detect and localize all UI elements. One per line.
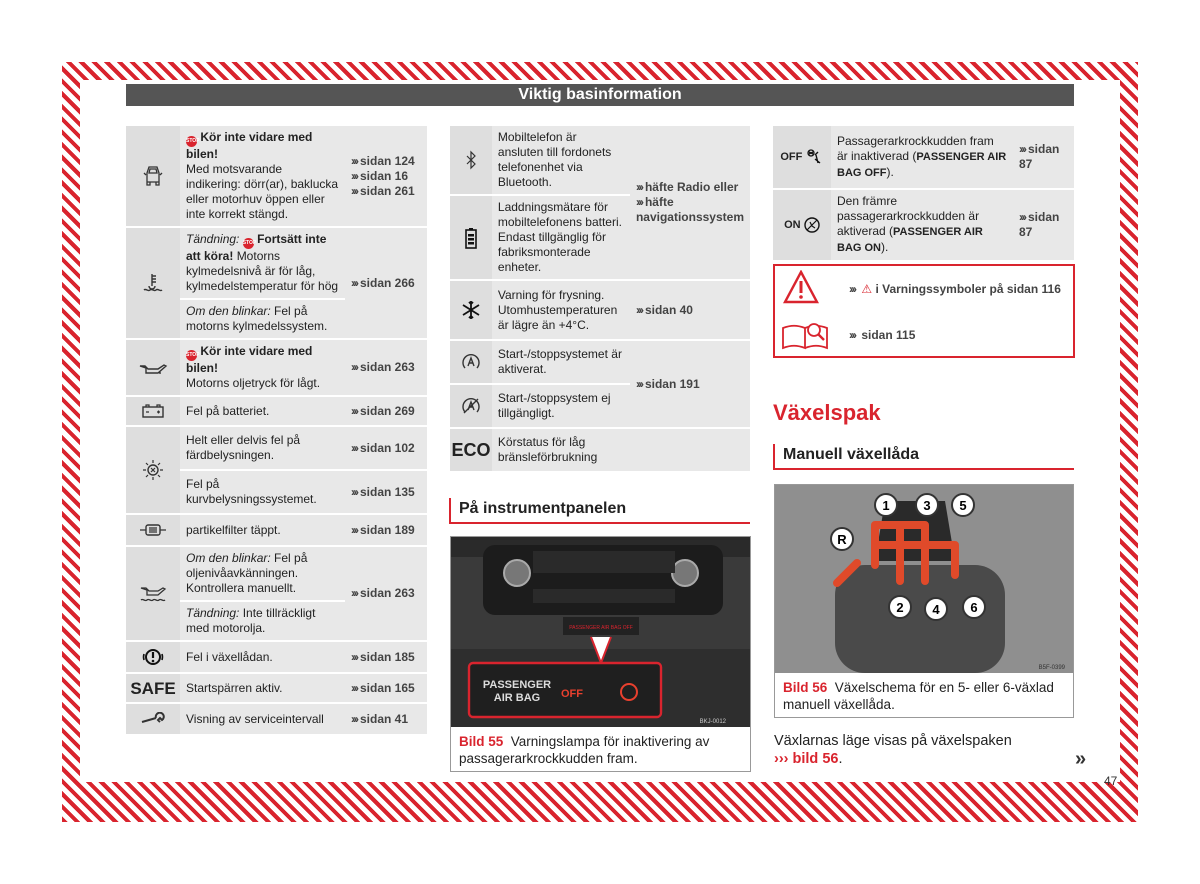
eco-icon: ECO: [450, 429, 492, 471]
gearbox-fault-icon: [126, 642, 180, 672]
oil-pressure-icon: [126, 340, 180, 395]
particle-filter-icon: [126, 515, 180, 545]
table-row: Laddningsmätare för mobiltelefonens batteri. Endast tillgänglig för fabriksmonterade enheter.: [450, 196, 750, 279]
table-row: STOP Kör inte vidare med bilen! Med motsvarande indikering: dörr(ar), baklucka eller motorhuv öppen eller inte korrekt stängd. ››› sidan 124 ››› sidan 16 ››› sidan 261: [126, 126, 427, 226]
section-title-gear-lever: Växelspak: [773, 400, 881, 425]
figure-55: PASSENGER AIR BAG OFF PASSENGER AIR BAG OFF BKJ-0012 Bild 55 Varningslampa för inaktivering av passagerarkrockkudden fram.: [450, 536, 751, 772]
page-ref-link[interactable]: ››› sidan 165: [345, 674, 427, 702]
airbag-table: [773, 124, 1074, 262]
page-ref-link[interactable]: ››› sidan 185: [345, 642, 427, 672]
page-ref-link[interactable]: ››› häfte Radio eller: [635, 180, 739, 194]
page-ref-link[interactable]: ››› sidan 16: [351, 168, 409, 183]
page-ref-link[interactable]: ››› sidan 124: [351, 153, 415, 168]
svg-text:PASSENGER AIR BAG OFF: PASSENGER AIR BAG OFF: [569, 625, 633, 631]
table-row: OFF Passagerarkrockkudden fram är inaktiverad (PASSENGER AIR BAG OFF). ››› sidan 87: [773, 126, 1074, 188]
immobilizer-icon: SAFE: [126, 674, 180, 702]
svg-text:2: 2: [896, 600, 904, 615]
page-ref-link[interactable]: ››› sidan 135: [345, 471, 427, 513]
dashboard-photo: [451, 537, 750, 727]
stop-icon: STOP: [186, 136, 197, 147]
door-open-icon: [126, 126, 180, 226]
table-row: Varning för frysning. Utomhustemperaturen är lägre än +4°C. ››› sidan 40: [450, 281, 750, 339]
svg-text:AIR BAG: AIR BAG: [493, 692, 541, 704]
page-ref-link[interactable]: ››› sidan 102: [345, 427, 427, 469]
warning-triangle-icon: [783, 270, 819, 304]
svg-text:B5F-0399: B5F-0399: [1038, 665, 1065, 671]
page-ref-link[interactable]: ››› sidan 261: [351, 183, 415, 198]
page-number: 47: [1104, 774, 1118, 788]
svg-text:R: R: [837, 532, 847, 547]
svg-text:OFF: OFF: [561, 688, 583, 700]
svg-text:BKJ-0012: BKJ-0012: [699, 719, 726, 725]
page-ref-link[interactable]: ››› sidan 87: [1013, 126, 1074, 188]
coolant-icon: [126, 228, 180, 338]
page-ref-link[interactable]: ››› sidan 189: [345, 515, 427, 545]
gear-shift-photo: [775, 485, 1073, 673]
page-ref-link[interactable]: ››› häfte navigationssystem: [635, 195, 744, 224]
start-stop-active-icon: [450, 341, 492, 383]
table-row: ECO Körstatus för låg bränsleförbrukning: [450, 429, 750, 471]
table-row: SAFE Startspärren aktiv. ››› sidan 165: [126, 674, 427, 702]
table-row: Tändning: STOP Fortsätt inte att köra! Motorns kylmedelsnivå är för låg, kylmedelstemperatur för hög Om den blinkar: Fel på motorns kylmedelssystem. ››› sidan 266: [126, 228, 427, 338]
table-row: partikelfilter täppt. ››› sidan 189: [126, 515, 427, 545]
page-ref-link[interactable]: ››› sidan 266: [345, 228, 427, 338]
bluetooth-icon: [450, 126, 492, 194]
lamp-fault-icon: [126, 427, 180, 513]
table-row: Fel på kurvbelysningssystemet. ››› sidan 135: [126, 471, 427, 513]
table-row: Start-/stoppsystemet är aktiverat. ››› sidan 191: [450, 341, 750, 383]
page-ref-link[interactable]: ››› sidan 269: [345, 397, 427, 425]
page-ref-link[interactable]: ››› sidan 191: [630, 341, 750, 427]
warning-box: [773, 264, 1075, 358]
table-row: ON Den främre passagerarkrockkudden är aktiverad (PASSENGER AIR BAG ON). ››› sidan 87: [773, 190, 1074, 260]
table-row: Fel på batteriet. ››› sidan 269: [126, 397, 427, 425]
page-header: Viktig basinformation: [126, 84, 1074, 106]
subsection-title-panel: På instrumentpanelen: [449, 498, 750, 524]
table-row: Om den blinkar: Fel på oljenivåavkänningen. Kontrollera manuellt. Tändning: Inte tillräckligt med motorolja. ››› sidan 263: [126, 547, 427, 640]
page-ref-link[interactable]: ››› sidan 40: [630, 281, 750, 339]
battery-icon: [126, 397, 180, 425]
table-row: Helt eller delvis fel på färdbelysningen. ››› sidan 102: [126, 427, 427, 469]
start-stop-unavailable-icon: [450, 385, 492, 427]
oil-level-icon: [126, 547, 180, 640]
indicator-table-middle: [450, 124, 750, 473]
stop-icon: STOP: [243, 238, 254, 249]
body-paragraph: Växlarnas läge visas på växelspaken ››› bild 56.: [774, 733, 1012, 767]
airbag-off-icon: OFF: [773, 126, 831, 188]
table-row: Visning av serviceintervall ››› sidan 41: [126, 704, 427, 734]
figure-56: R 1 3 5 2 4 6 B5F-0399 Bild 56 Växelschema för en 5- eller 6-växlad manuell växellåda.: [774, 484, 1074, 718]
phone-battery-icon: [450, 196, 492, 279]
svg-text:3: 3: [923, 498, 931, 513]
subsection-title-manual: Manuell växellåda: [773, 444, 1074, 470]
page-ref-link[interactable]: ››› sidan 115: [849, 328, 916, 342]
page-ref-link[interactable]: ››› ⚠ i Varningssymboler på sidan 116: [849, 282, 1061, 296]
continue-arrow-icon: »: [1075, 748, 1087, 770]
table-row: Start-/stoppsystem ej tillgängligt.: [450, 385, 750, 427]
figure-ref-link[interactable]: ››› bild 56: [774, 751, 839, 767]
page-ref-link[interactable]: ››› sidan 41: [345, 704, 427, 734]
table-row: Mobiltelefon är ansluten till fordonets telefonenhet via Bluetooth. ››› häfte Radio eller ››› häfte navigationssystem: [450, 126, 750, 194]
wrench-icon: [126, 704, 180, 734]
page-ref-link[interactable]: ››› sidan 87: [1013, 190, 1074, 260]
svg-text:PASSENGER: PASSENGER: [482, 679, 552, 691]
table-row: STOP Kör inte vidare med bilen! Motorns oljetryck för lågt. ››› sidan 263: [126, 340, 427, 395]
svg-text:1: 1: [882, 498, 890, 513]
page-ref-link[interactable]: ››› sidan 263: [345, 340, 427, 395]
svg-text:4: 4: [932, 602, 940, 617]
stop-icon: STOP: [186, 350, 197, 361]
manual-book-icon: [781, 320, 831, 350]
table-row: Fel i växellådan. ››› sidan 185: [126, 642, 427, 672]
svg-text:5: 5: [959, 498, 967, 513]
page-ref-link[interactable]: ››› sidan 263: [345, 547, 427, 640]
svg-text:6: 6: [970, 600, 978, 615]
frost-icon: [450, 281, 492, 339]
indicator-table-left: [126, 124, 427, 736]
airbag-on-icon: ON: [773, 190, 831, 260]
